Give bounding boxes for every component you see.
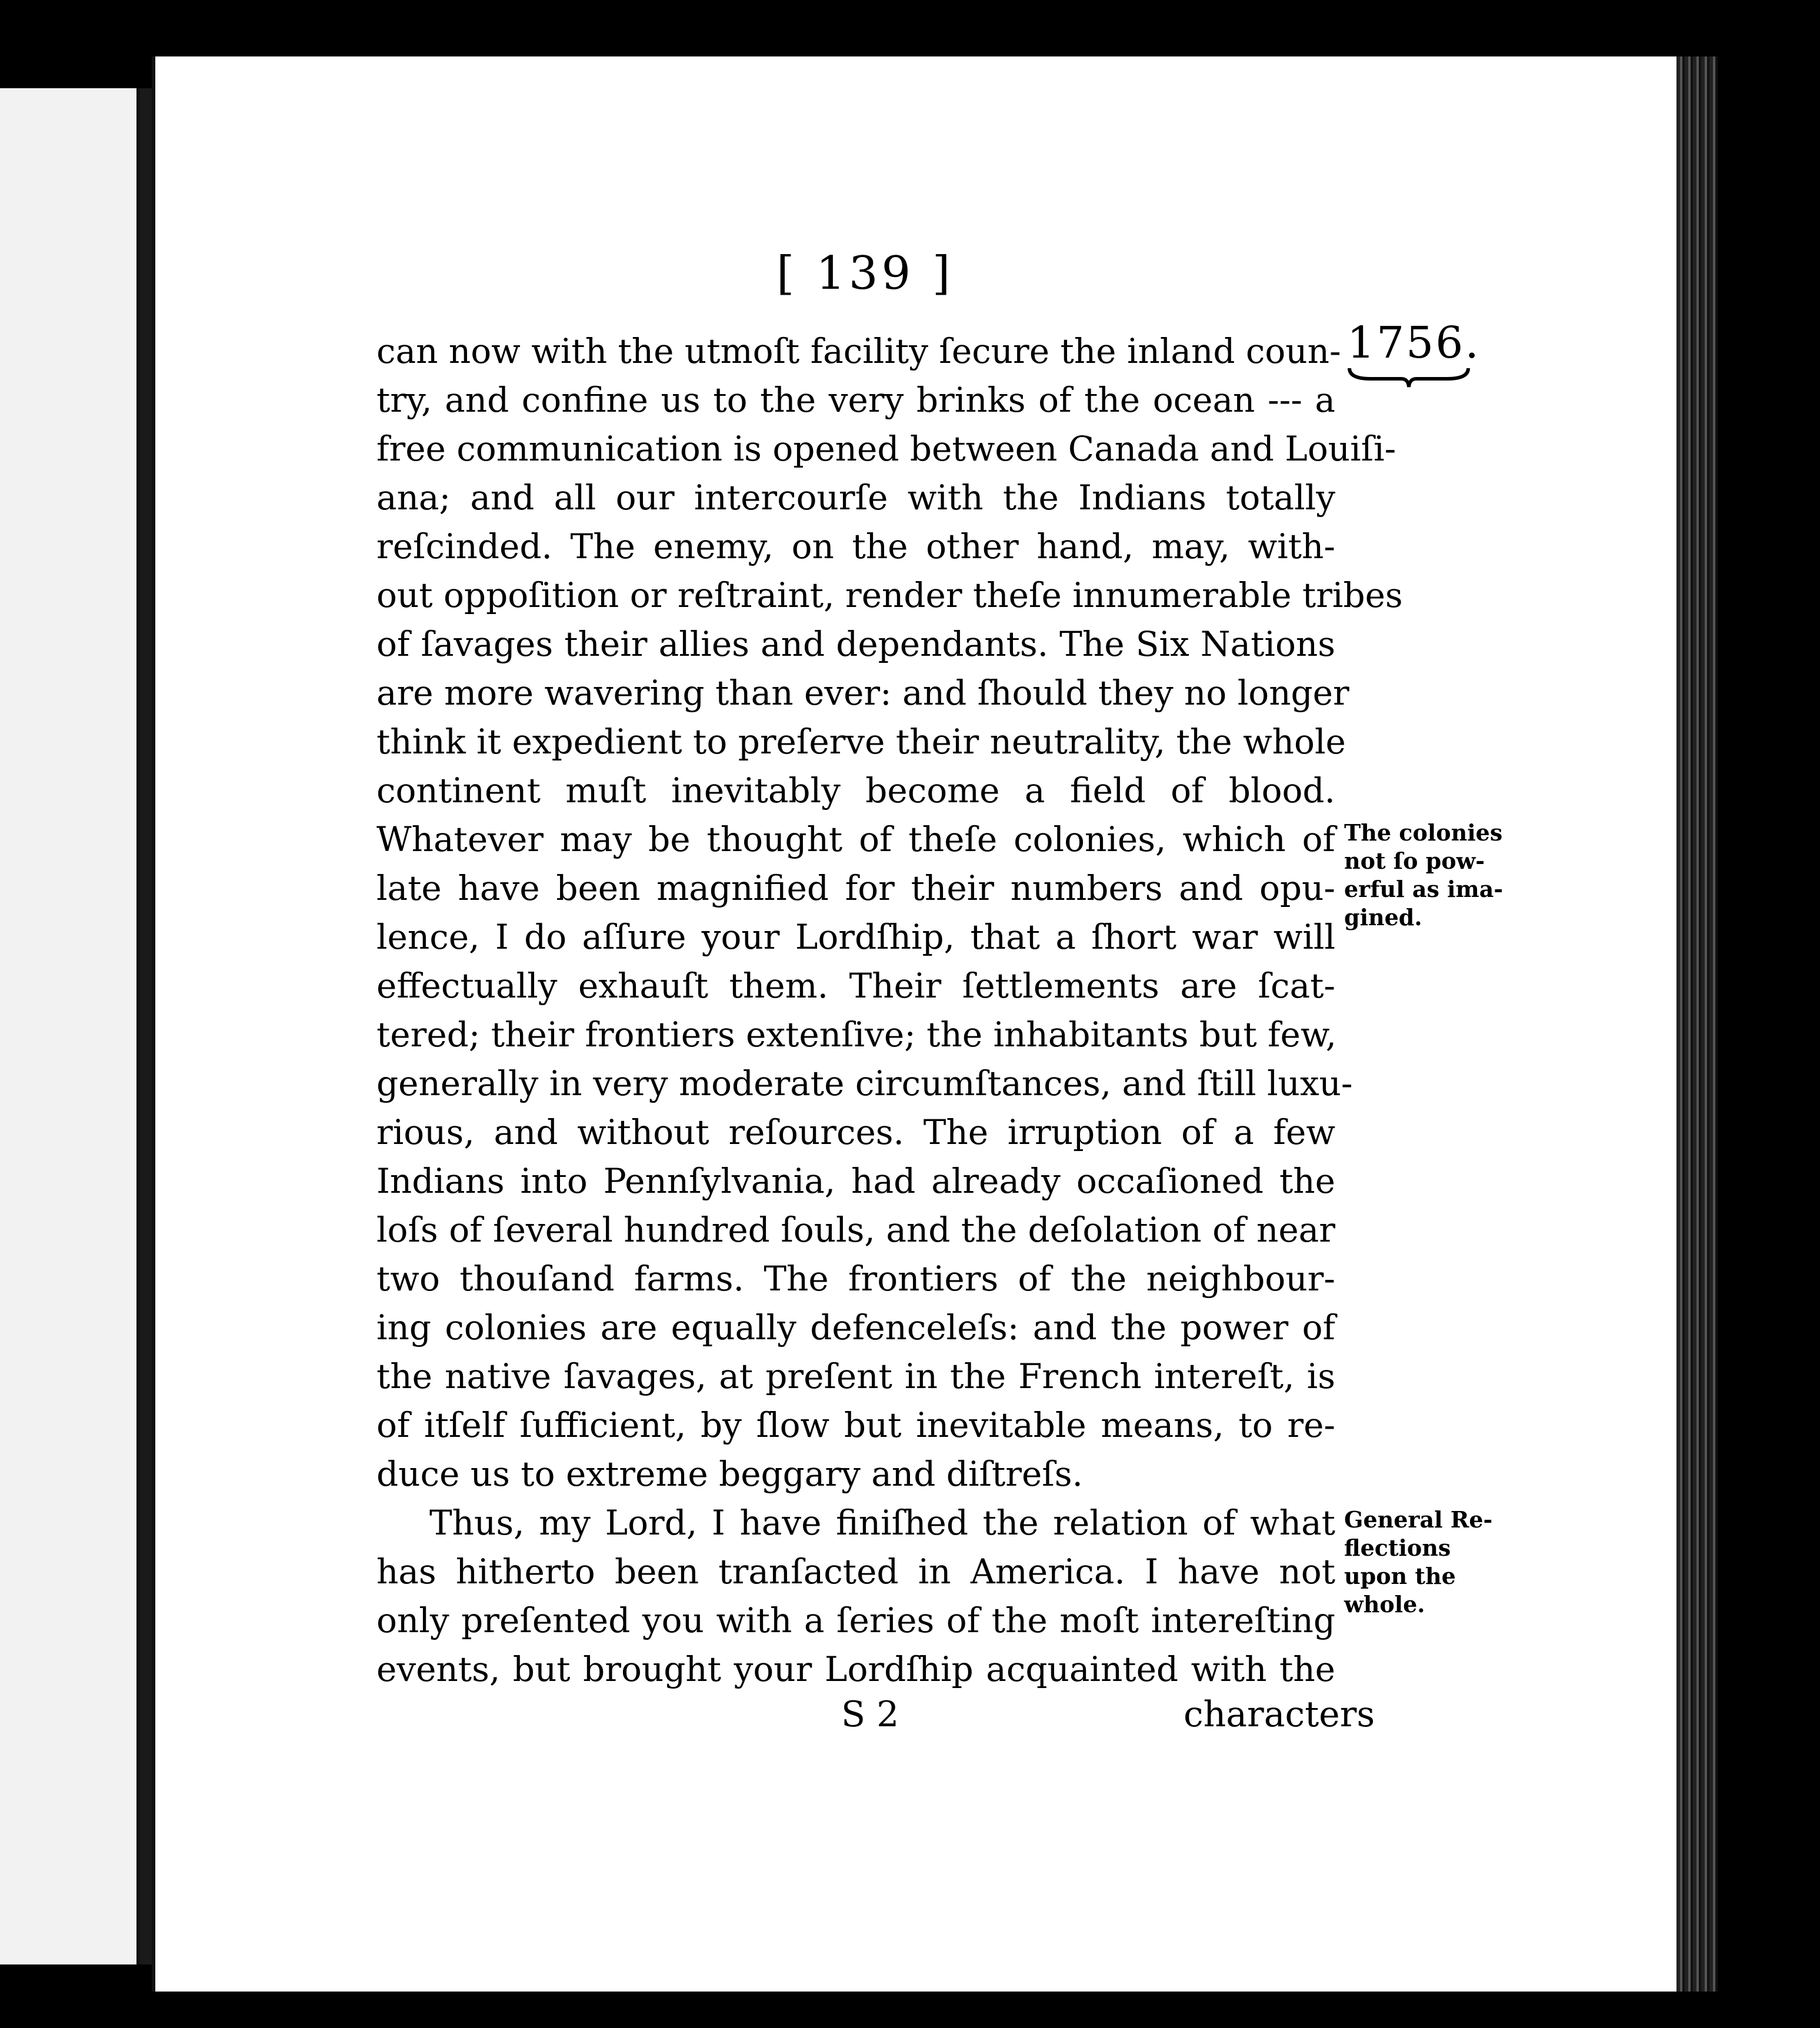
margin-note-line: General Re- <box>1344 1506 1493 1533</box>
text-line: free communication is opened between Canada and Louiſi- <box>376 429 1396 469</box>
text-line: tered; their frontiers extenſive; the inhabitants but few, <box>376 1015 1337 1055</box>
text-line: two thouſand farms. The frontiers of the neighbour- <box>376 1259 1335 1299</box>
text-line: try, and confine us to the very brinks of the ocean --- a <box>376 380 1335 420</box>
text-line: loſs of ſeveral hundred ſouls, and the deſolation of near <box>376 1210 1335 1250</box>
page-number: [ 139 ] <box>776 247 954 300</box>
brace-ornament <box>1347 366 1471 389</box>
text-line: of ſavages their allies and dependants. The Six Nations <box>376 624 1335 664</box>
margin-note <box>1344 1506 1492 1619</box>
margin-note <box>1344 819 1503 932</box>
text-line: are more wavering than ever: and ſhould they no longer <box>376 673 1349 713</box>
text-line: effectually exhauſt them. Their ſettlements are ſcat- <box>376 966 1335 1006</box>
text-line: events, but brought your Lordſhip acquainted with the <box>376 1649 1335 1689</box>
margin-note-line: erful as ima- <box>1344 876 1504 902</box>
text-line: can now with the utmoſt facility ſecure the inland coun- <box>376 331 1341 371</box>
margin-note-line: gined. <box>1344 904 1422 930</box>
year-heading: 1756. <box>1347 318 1481 368</box>
margin-note-line: whole. <box>1344 1591 1425 1617</box>
text-line: generally in very moderate circumſtances, and ſtill luxu- <box>376 1063 1353 1103</box>
text-line: continent muſt inevitably become a field of blood. <box>376 770 1335 810</box>
signature-mark: S 2 <box>841 1694 899 1735</box>
text-line: lence, I do aſſure your Lordſhip, that a ſhort war will <box>376 917 1335 957</box>
text-line: of itſelf ſufficient, by ſlow but inevitable means, to re- <box>376 1405 1335 1445</box>
text-line: ing colonies are equally defenceleſs: and the power of <box>376 1307 1335 1347</box>
text-line: ana; and all our intercourſe with the Indians totally <box>376 478 1335 518</box>
text-line: think it expedient to preſerve their neutrality, the whole <box>376 722 1346 762</box>
facing-page-edge <box>0 88 140 1964</box>
text-line: duce us to extreme beggary and diſtreſs. <box>376 1454 1083 1494</box>
text-line: out oppoſition or reſtraint, render theſe innumerable tribes <box>376 575 1403 615</box>
text-line: Thus, my Lord, I have finiſhed the relation of what <box>429 1503 1335 1543</box>
text-line: has hitherto been tranſacted in America. I have not <box>376 1552 1335 1592</box>
page-stack-edge <box>1676 56 1718 1992</box>
text-line: the native ſavages, at preſent in the French intereſt, is <box>376 1356 1335 1396</box>
text-line: only preſented you with a ſeries of the moſt intereſting <box>376 1600 1335 1640</box>
margin-note-line: not ſo pow- <box>1344 848 1485 874</box>
margin-note-line: flections <box>1344 1535 1451 1561</box>
text-line: reſcinded. The enemy, on the other hand, may, with- <box>376 526 1335 566</box>
text-line: late have been magnified for their numbers and opu- <box>376 868 1335 908</box>
text-line: Indians into Pennſylvania, had already occaſioned the <box>376 1161 1335 1201</box>
text-line: Whatever may be thought of theſe colonies, which of <box>376 819 1335 859</box>
book-gutter <box>140 88 152 1964</box>
catchword: characters <box>1184 1694 1375 1735</box>
margin-note-line: The colonies <box>1344 819 1503 846</box>
margin-note-line: upon the <box>1344 1563 1456 1589</box>
text-line: rious, and without reſources. The irruption of a few <box>376 1112 1335 1152</box>
